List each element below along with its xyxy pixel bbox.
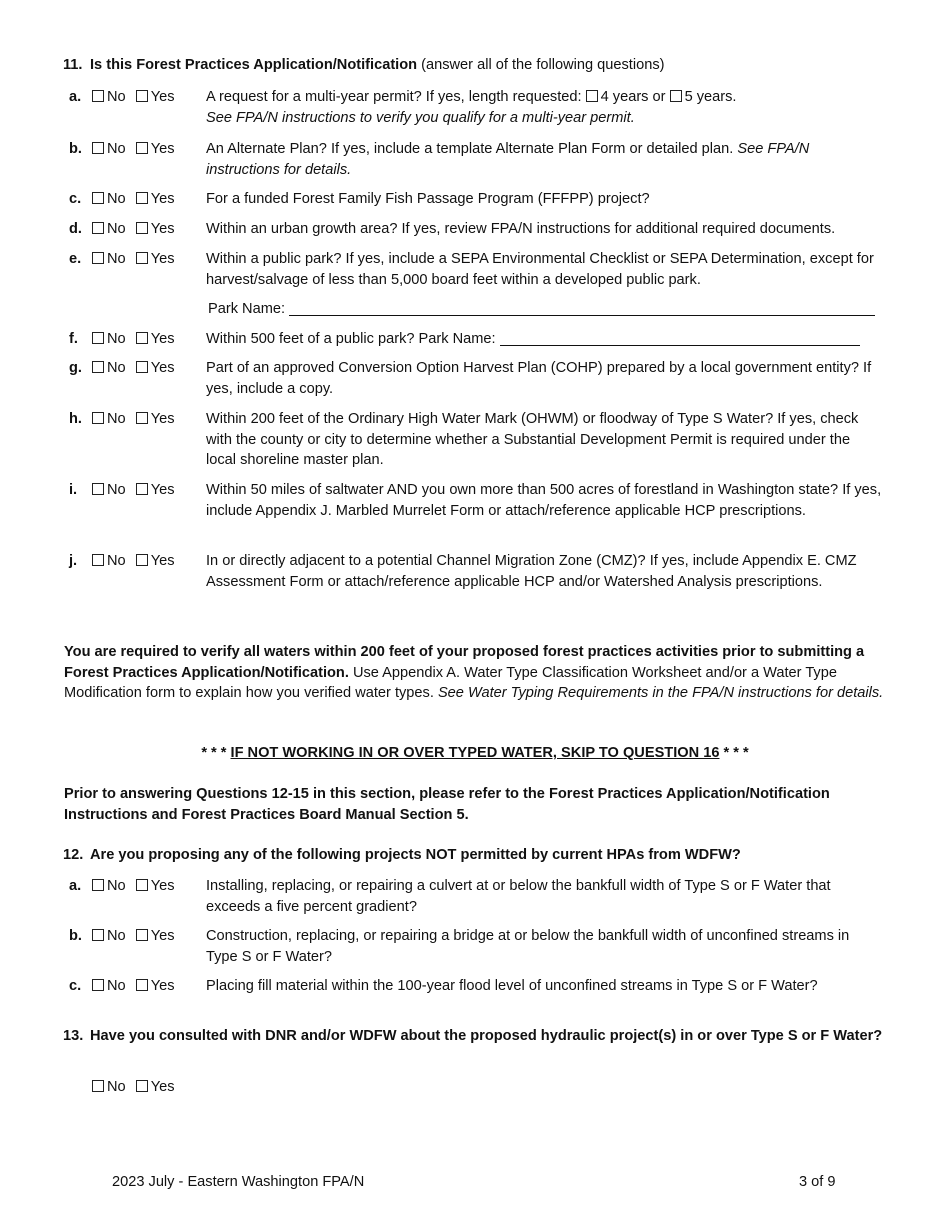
yes-label: Yes xyxy=(150,221,175,237)
no-label: No xyxy=(107,141,126,157)
yes-label: Yes xyxy=(150,360,175,376)
item-text: Construction, replacing, or repairing a bridge at or below the bankfull width of unconfined streams in Type S or F Water? xyxy=(206,928,850,965)
no-label: No xyxy=(107,1079,126,1095)
no-checkbox[interactable] xyxy=(92,412,104,424)
skip-prefix: * * * xyxy=(201,745,231,761)
yes-checkbox[interactable] xyxy=(136,1080,148,1092)
item-text: Within a public park? If yes, include a SEPA Environmental Checklist or SEPA Determination, except for harvest/salvage of less than 5,000 board feet within a developed public park. xyxy=(206,251,874,288)
skip-link-text: IF NOT WORKING IN OR OVER TYPED WATER, SKIP TO QUESTION 16 xyxy=(230,745,720,761)
no-label: No xyxy=(107,978,126,994)
item-text: For a funded Forest Family Fish Passage Program (FFFPP) project? xyxy=(206,191,650,207)
question-13-heading xyxy=(63,1026,883,1047)
yes-no-options xyxy=(92,358,175,379)
yes-checkbox[interactable] xyxy=(136,879,148,891)
q13-options xyxy=(92,1077,175,1098)
verify-bold-text: You are required to verify all waters within 200 feet of your proposed forest practices activities prior to submitting a Forest Practices Application/Notification. xyxy=(64,644,865,681)
yes-label: Yes xyxy=(150,89,175,105)
no-checkbox[interactable] xyxy=(92,222,104,234)
item-text: In or directly adjacent to a potential Channel Migration Zone (CMZ)? If yes, include Appendix E. CMZ Assessment Form or attach/reference applicable HCP and/or Watershed Analysis prescriptions. xyxy=(206,553,857,590)
no-label: No xyxy=(107,331,126,347)
yes-checkbox[interactable] xyxy=(136,412,148,424)
five-years-label: 5 years. xyxy=(684,89,737,105)
no-checkbox[interactable] xyxy=(92,192,104,204)
no-checkbox[interactable] xyxy=(92,142,104,154)
yes-no-options xyxy=(92,219,175,240)
no-label: No xyxy=(107,221,126,237)
item-letter: b. xyxy=(69,928,82,944)
no-label: No xyxy=(107,360,126,376)
question-number: 13. xyxy=(63,1028,84,1044)
yes-no-options xyxy=(92,926,175,947)
item-note: See FPA/N instructions to verify you qualify for a multi-year permit. xyxy=(206,109,635,126)
no-checkbox[interactable] xyxy=(92,483,104,495)
park-name-input[interactable] xyxy=(289,301,875,316)
yes-label: Yes xyxy=(150,553,175,569)
item-note: See FPA/N instructions for details. xyxy=(206,141,810,178)
question-11-heading xyxy=(63,55,893,76)
question-12-heading xyxy=(63,845,893,866)
no-checkbox[interactable] xyxy=(92,90,104,102)
yes-checkbox[interactable] xyxy=(136,332,148,344)
no-label: No xyxy=(107,191,126,207)
no-checkbox[interactable] xyxy=(92,361,104,373)
question-title: Are you proposing any of the following projects NOT permitted by current HPAs from WDFW? xyxy=(90,847,741,863)
item-letter: c. xyxy=(69,978,82,994)
question-number: 12. xyxy=(63,847,84,863)
yes-checkbox[interactable] xyxy=(136,554,148,566)
yes-label: Yes xyxy=(150,331,175,347)
yes-label: Yes xyxy=(150,482,175,498)
no-checkbox[interactable] xyxy=(92,1080,104,1092)
yes-checkbox[interactable] xyxy=(136,929,148,941)
item-question: Within 500 feet of a public park? Park Name: xyxy=(206,331,496,347)
no-label: No xyxy=(107,251,126,267)
yes-no-options xyxy=(92,409,175,430)
yes-checkbox[interactable] xyxy=(136,361,148,373)
yes-label: Yes xyxy=(150,1079,175,1095)
yes-no-options xyxy=(92,249,175,270)
no-label: No xyxy=(107,89,126,105)
item-letter: i. xyxy=(69,482,78,498)
item-letter: b. xyxy=(69,141,82,157)
question-title: Have you consulted with DNR and/or WDFW about the proposed hydraulic project(s) in or over Type S or F Water? xyxy=(90,1028,883,1044)
yes-no-options xyxy=(92,139,175,160)
yes-checkbox[interactable] xyxy=(136,192,148,204)
verify-waters-paragraph xyxy=(64,642,884,704)
no-label: No xyxy=(107,411,126,427)
question-note: (answer all of the following questions) xyxy=(417,57,665,73)
item-text: Part of an approved Conversion Option Harvest Plan (COHP) prepared by a local government entity? If yes, include a copy. xyxy=(206,360,872,397)
no-checkbox[interactable] xyxy=(92,554,104,566)
no-checkbox[interactable] xyxy=(92,879,104,891)
item-letter: j. xyxy=(69,553,78,569)
footer-document-title: 2023 July - Eastern Washington FPA/N xyxy=(112,1174,365,1190)
item-text: Within 50 miles of saltwater AND you own more than 500 acres of forestland in Washington state? If yes, include Appendix J. Marbled Murrelet Form or attach/reference applicable HCP prescriptions. xyxy=(206,482,882,519)
no-checkbox[interactable] xyxy=(92,929,104,941)
item-letter: e. xyxy=(69,251,82,267)
item-question: A request for a multi-year permit? If yes, length requested: xyxy=(206,89,586,105)
footer-page-number: 3 of 9 xyxy=(799,1174,836,1190)
yes-checkbox[interactable] xyxy=(136,90,148,102)
park-name-input[interactable] xyxy=(500,331,860,346)
question-title: Is this Forest Practices Application/Notification xyxy=(90,57,418,73)
item-text xyxy=(206,139,882,180)
yes-checkbox[interactable] xyxy=(136,483,148,495)
yes-no-options xyxy=(92,87,175,108)
yes-no-options xyxy=(92,189,175,210)
yes-no-options xyxy=(92,329,175,350)
yes-label: Yes xyxy=(150,141,175,157)
four-years-label: 4 years or xyxy=(600,89,670,105)
item-letter: d. xyxy=(69,221,82,237)
five-years-checkbox[interactable] xyxy=(670,90,682,102)
yes-no-options xyxy=(92,876,175,897)
yes-no-options xyxy=(92,480,175,501)
yes-label: Yes xyxy=(150,878,175,894)
question-number: 11. xyxy=(63,57,83,73)
yes-label: Yes xyxy=(150,251,175,267)
four-years-checkbox[interactable] xyxy=(586,90,598,102)
no-label: No xyxy=(107,878,126,894)
item-letter: f. xyxy=(69,331,78,347)
park-name-label: Park Name: xyxy=(208,301,286,317)
yes-label: Yes xyxy=(150,411,175,427)
item-text: Within an urban growth area? If yes, review FPA/N instructions for additional required documents. xyxy=(206,221,836,237)
yes-no-options xyxy=(92,551,175,572)
item-text xyxy=(206,87,882,128)
yes-checkbox[interactable] xyxy=(136,979,148,991)
no-label: No xyxy=(107,482,126,498)
item-letter: g. xyxy=(69,360,82,376)
prior-instructions: Prior to answering Questions 12-15 in this section, please refer to the Forest Practices Application/Notification Instructions and Forest Practices Board Manual Section 5. xyxy=(64,786,830,823)
item-letter: c. xyxy=(69,191,82,207)
item-text xyxy=(206,329,882,350)
item-letter: h. xyxy=(69,411,82,427)
skip-instruction xyxy=(0,743,950,764)
yes-checkbox[interactable] xyxy=(136,142,148,154)
item-text: Within 200 feet of the Ordinary High Water Mark (OHWM) or floodway of Type S Water? If yes, check with the county or city to determine whether a Substantial Development Permit is required under the local shoreline master plan. xyxy=(206,411,859,469)
verify-text: Use Appendix A. Water Type Classification Worksheet and/or a Water Type Modification form to explain how you verified water types. xyxy=(64,664,837,702)
item-question: An Alternate Plan? If yes, include a template Alternate Plan Form or detailed plan. xyxy=(206,141,738,157)
no-checkbox[interactable] xyxy=(92,332,104,344)
yes-label: Yes xyxy=(150,191,175,207)
item-letter: a. xyxy=(69,89,82,105)
yes-label: Yes xyxy=(150,978,175,994)
yes-no-options xyxy=(92,976,175,997)
item-text: Installing, replacing, or repairing a culvert at or below the bankfull width of Type S or F Water that exceeds a five percent gradient? xyxy=(206,878,831,915)
verify-note: See Water Typing Requirements in the FPA/N instructions for details. xyxy=(437,685,884,702)
park-name-line-e xyxy=(208,299,882,320)
yes-checkbox[interactable] xyxy=(136,252,148,264)
item-text: Placing fill material within the 100-year flood level of unconfined streams in Type S or F Water? xyxy=(206,978,818,994)
no-checkbox[interactable] xyxy=(92,252,104,264)
no-label: No xyxy=(107,553,126,569)
skip-suffix: * * * xyxy=(719,745,749,761)
yes-label: Yes xyxy=(150,928,175,944)
no-label: No xyxy=(107,928,126,944)
item-letter: a. xyxy=(69,878,82,894)
yes-checkbox[interactable] xyxy=(136,222,148,234)
no-checkbox[interactable] xyxy=(92,979,104,991)
